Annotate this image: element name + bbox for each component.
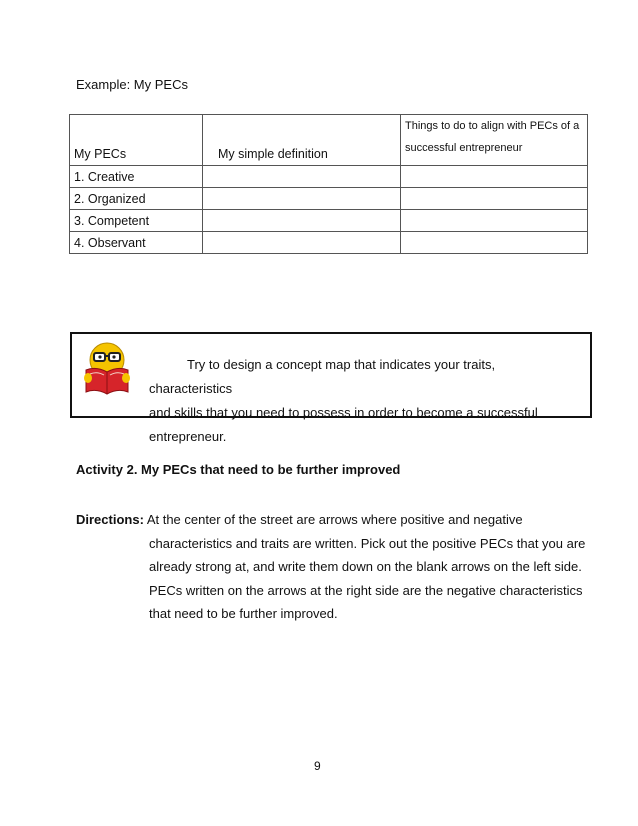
activity-number: Activity 2 [76,462,134,477]
task-line: and skills that you need to possess in order to become a successful [149,405,538,420]
activity-title [76,462,400,477]
example-label: Example: My PECs [76,77,188,92]
todo-cell[interactable] [401,232,588,254]
directions-body [76,532,596,626]
header-simple-definition: My simple definition [203,115,401,166]
activity-title-separator: . [133,462,142,477]
pec-cell: 3. Competent [70,210,203,232]
directions-line: already strong at, and write them down on the blank arrows on the left side. [149,559,582,574]
directions-line: characteristics and traits are written. Pick out the positive PECs that you are [149,535,586,551]
todo-cell[interactable] [401,210,588,232]
todo-cell[interactable] [401,188,588,210]
page-number: 9 [314,759,321,773]
definition-cell[interactable] [203,188,401,210]
pec-cell: 1. Creative [70,166,203,188]
definition-cell[interactable] [203,210,401,232]
directions-label: Directions: [76,512,144,527]
table-row [70,166,588,188]
directions-line: that need to be further improved. [149,606,338,621]
task-instructions [149,353,579,449]
directions-line: PECs written on the arrows at the right side are the negative characteristics [149,582,583,598]
definition-cell[interactable] [203,166,401,188]
pec-cell: 4. Observant [70,232,203,254]
table-row [70,210,588,232]
pec-cell: 2. Organized [70,188,203,210]
pecs-table [69,114,588,254]
header-things-to-do: Things to do to align with PECs of a successful entrepreneur [401,115,588,166]
reading-smiley-icon [82,340,132,396]
table-row [70,188,588,210]
task-box [70,332,592,444]
header-my-pecs: My PECs [70,115,203,166]
table-row [70,232,588,254]
table-header-row [70,115,588,166]
directions-line: At the center of the street are arrows where positive and negative [146,512,523,527]
directions [76,508,596,626]
task-line: entrepreneur. [149,429,227,444]
task-line: Try to design a concept map that indicates your traits, characteristics [149,357,496,396]
todo-cell[interactable] [401,166,588,188]
definition-cell[interactable] [203,232,401,254]
activity-title-text: My PECs that need to be further improved [141,462,401,477]
